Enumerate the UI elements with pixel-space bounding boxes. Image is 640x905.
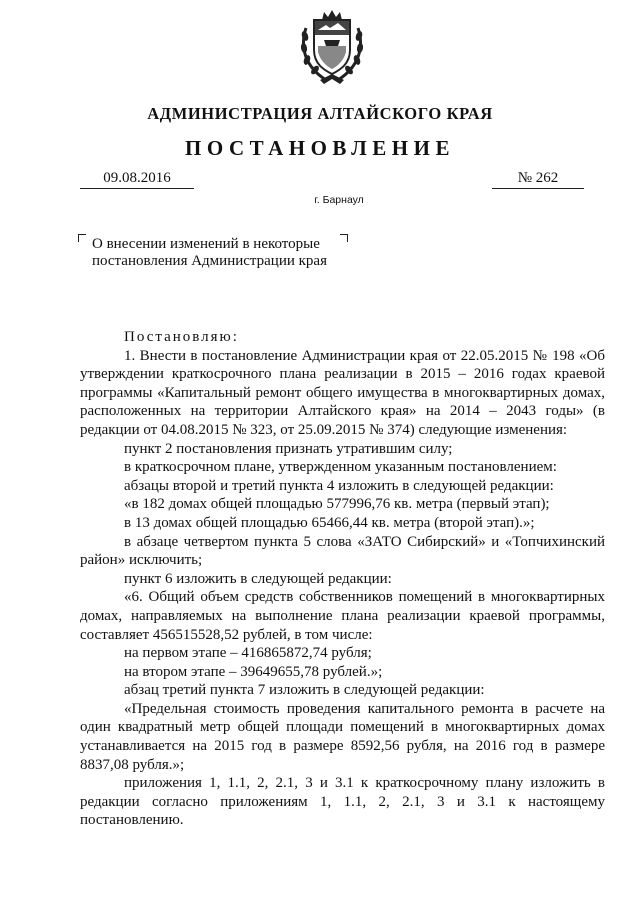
paragraph: в абзаце четвертом пункта 5 слова «ЗАТО Сибирский» и «Топчихинский район» исключить; (80, 533, 605, 569)
document-date: 09.08.2016 (80, 170, 194, 189)
paragraph: 1. Внести в постановление Администрации края от 22.05.2015 № 198 «Об утверждении краткосрочного плана реализации в 2015 – 2016 годах краевой программы «Капитальный ремонт общего имущества в многоквартирных домах, расположенных на территории Алтайского края» на 2014 – 2043 годы» (в редакции от 04.08.2015 № 323, от 25.09.2015 № 374) следующие изменения: (80, 347, 605, 438)
paragraph: на втором этапе – 39649655,78 рублей.»; (124, 663, 383, 680)
paragraph: на первом этапе – 416865872,74 рубля; (124, 645, 372, 662)
document-number: № 262 (492, 170, 584, 189)
coat-of-arms-icon (296, 6, 368, 86)
document-body (80, 328, 605, 830)
subject-bracket-left (78, 234, 86, 242)
document-type-title: ПОСТАНОВЛЕНИЕ (185, 136, 455, 160)
paragraph: в краткосрочном плане, утвержденном указанным постановлением: (124, 459, 557, 476)
city-label: г. Барнаул (314, 194, 364, 206)
paragraph: пункт 2 постановления признать утратившим силу; (124, 440, 453, 457)
paragraph: в 13 домах общей площадью 65466,44 кв. метра (второй этап).»; (124, 514, 535, 531)
paragraph: «Предельная стоимость проведения капитального ремонта в расчете на один квадратный метр общей площади помещений в многоквартирных домах устанавливается на 2015 год в размере 8592,56 рубля, на 2016 год в размере 8837,08 рубля.»; (80, 700, 605, 773)
paragraph: «в 182 домах общей площадью 577996,76 кв. метра (первый этап); (124, 496, 550, 513)
organization-name: АДМИНИСТРАЦИЯ АЛТАЙСКОГО КРАЯ (147, 104, 493, 123)
paragraph: пункт 6 изложить в следующей редакции: (124, 570, 392, 587)
paragraph: абзацы второй и третий пункта 4 изложить в следующей редакции: (124, 477, 554, 494)
paragraph: «6. Общий объем средств собственников помещений в многоквартирных домах, направляемых на выполнение плана реализации краевой программы, составляет 456515528,52 рублей, в том числе: (80, 589, 605, 643)
paragraph: приложения 1, 1.1, 2, 2.1, 3 и 3.1 к краткосрочному плану изложить в редакции согласно приложениям 1, 1.1, 2, 2.1, 3 и 3.1 к настоящему постановлению. (80, 775, 605, 829)
decree-opening: Постановляю: (124, 329, 239, 345)
paragraph: абзац третий пункта 7 изложить в следующей редакции: (124, 682, 485, 699)
document-subject: О внесении изменений в некоторые постановления Администрации края (92, 236, 327, 269)
